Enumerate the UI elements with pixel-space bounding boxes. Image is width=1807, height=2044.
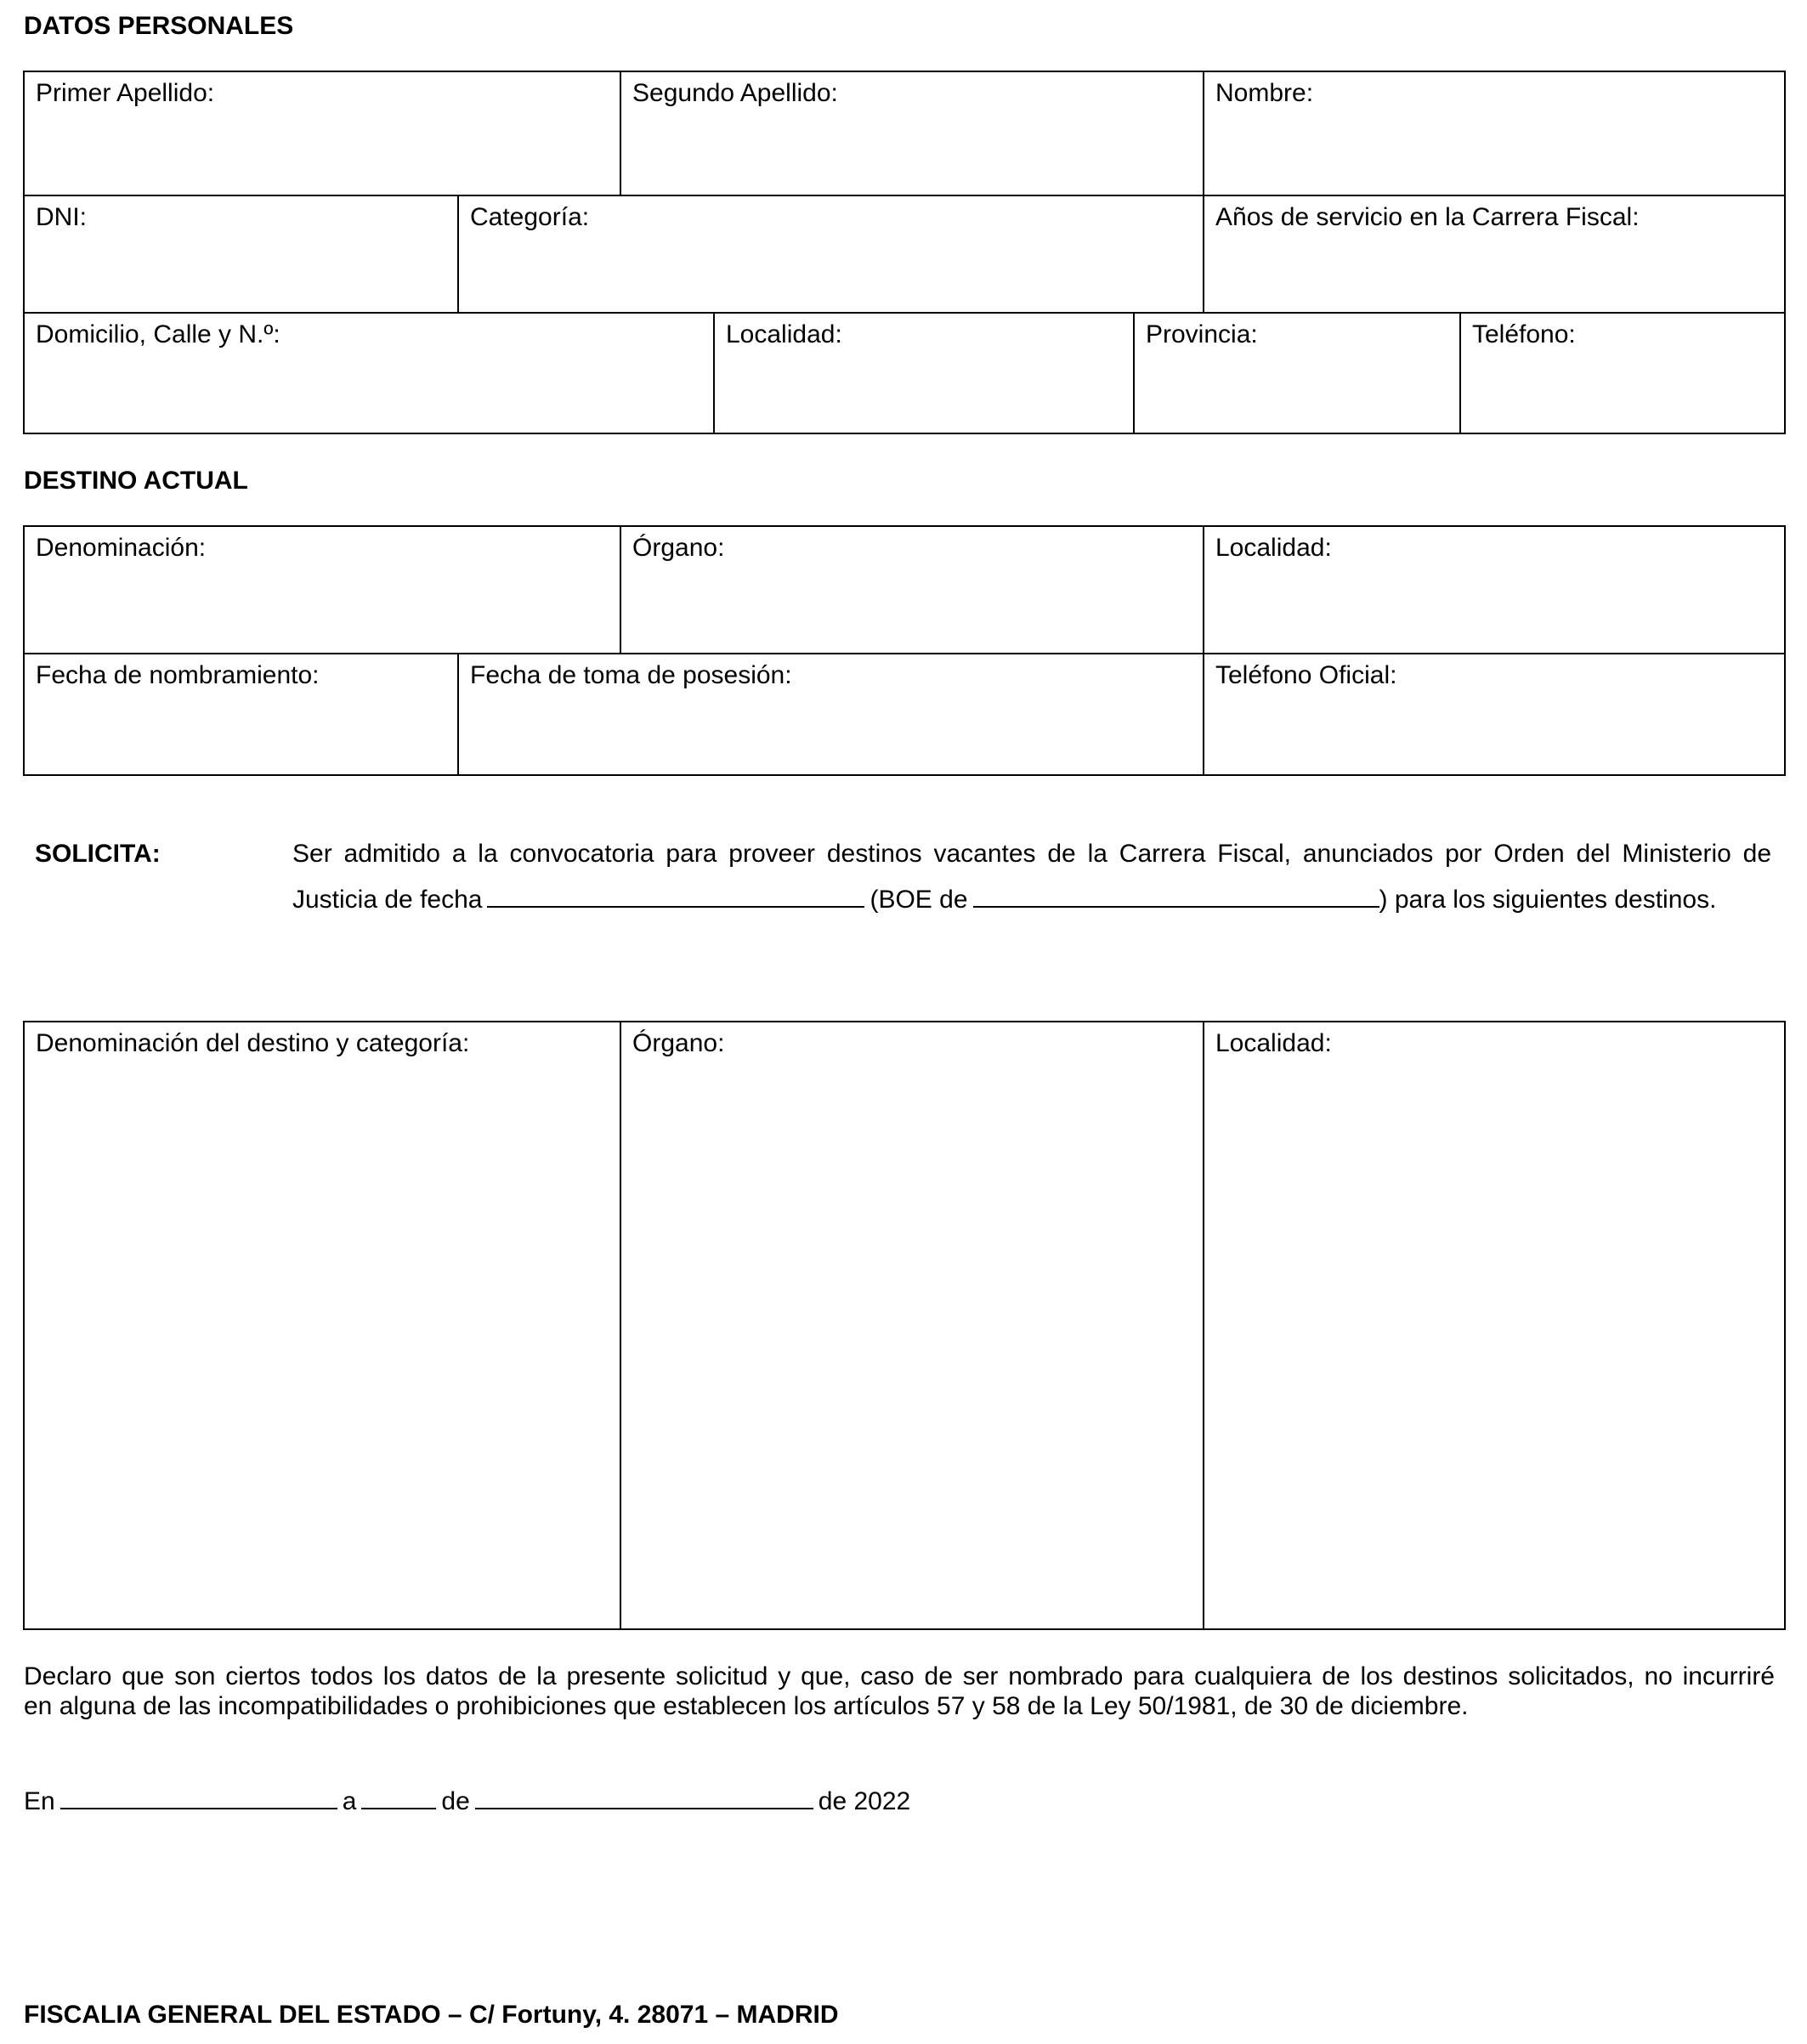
- field-label: Categoría:: [470, 203, 590, 231]
- field-label: Fecha de nombramiento:: [36, 661, 320, 689]
- column-denominacion-destino[interactable]: [25, 1022, 620, 1630]
- declaration-line-1: Declaro que son ciertos todos los datos de la presente solicitud y que, caso de ser nombrado para cualquiera de los destinos solicitados, no incurriré: [24, 1662, 1775, 1690]
- field-label: Fecha de toma de posesión:: [470, 661, 792, 689]
- solicita-label: SOLICITA:: [35, 840, 161, 868]
- field-primer-apellido[interactable]: [25, 72, 620, 195]
- date-year: de 2022: [818, 1787, 911, 1815]
- field-provincia[interactable]: [1133, 312, 1459, 434]
- blank-mes[interactable]: [475, 1786, 813, 1809]
- column-header: Denominación del destino y categoría:: [36, 1029, 470, 1057]
- blank-dia[interactable]: [361, 1786, 436, 1809]
- field-telefono-oficial[interactable]: [1203, 653, 1786, 776]
- solicita-text-boe: (BOE de: [870, 886, 968, 914]
- field-nombre[interactable]: [1203, 72, 1786, 195]
- field-label: Localidad:: [1215, 534, 1332, 562]
- field-label: Teléfono:: [1472, 320, 1576, 348]
- blank-lugar[interactable]: [60, 1786, 337, 1809]
- field-label: Primer Apellido:: [36, 79, 215, 107]
- date-place-line: [24, 1786, 910, 1816]
- field-label: Provincia:: [1146, 320, 1258, 348]
- column-header: Órgano:: [632, 1029, 725, 1057]
- field-denominacion[interactable]: [25, 527, 620, 653]
- field-fecha-nombramiento[interactable]: [25, 653, 457, 776]
- field-segundo-apellido[interactable]: [620, 72, 1203, 195]
- blank-fecha-orden[interactable]: [487, 884, 864, 908]
- current-post-grid: [23, 525, 1786, 776]
- field-label: Localidad:: [726, 320, 842, 348]
- field-fecha-posesion[interactable]: [457, 653, 1203, 776]
- personal-data-grid: [23, 71, 1786, 434]
- date-de: de: [441, 1787, 470, 1815]
- section-title-destino-actual: DESTINO ACTUAL: [24, 467, 248, 495]
- field-telefono[interactable]: [1459, 312, 1786, 434]
- declaration-line-2: en alguna de las incompatibilidades o prohibiciones que establecen los artículos 57 y 58 de la Ley 50/1981, de 30 de diciembre.: [24, 1692, 1469, 1720]
- date-en: En: [24, 1787, 55, 1815]
- field-label: Denominación:: [36, 534, 207, 562]
- field-label: Teléfono Oficial:: [1215, 661, 1397, 689]
- field-label: Nombre:: [1215, 79, 1314, 107]
- field-categoria[interactable]: [457, 195, 1203, 312]
- field-domicilio[interactable]: [25, 312, 713, 434]
- field-localidad[interactable]: [713, 312, 1133, 434]
- date-a: a: [342, 1787, 357, 1815]
- solicita-line-2: [292, 884, 1716, 914]
- column-localidad[interactable]: [1203, 1022, 1786, 1630]
- field-localidad-destino[interactable]: [1203, 527, 1786, 653]
- field-label: Segundo Apellido:: [632, 79, 838, 107]
- field-label: DNI:: [36, 203, 87, 231]
- field-label: Domicilio, Calle y N.º:: [36, 320, 280, 348]
- field-anos-servicio[interactable]: [1203, 195, 1786, 312]
- blank-fecha-boe[interactable]: [973, 884, 1379, 908]
- field-label: Años de servicio en la Carrera Fiscal:: [1215, 203, 1640, 231]
- solicita-text-fecha: Justicia de fecha: [292, 886, 483, 914]
- footer-address: FISCALIA GENERAL DEL ESTADO – C/ Fortuny, 4. 28071 – MADRID: [24, 2001, 839, 2029]
- solicita-line-1: Ser admitido a la convocatoria para proveer destinos vacantes de la Carrera Fiscal, anunciados por Orden del Ministerio de: [292, 840, 1771, 868]
- column-header: Localidad:: [1215, 1029, 1332, 1057]
- field-label: Órgano:: [632, 534, 725, 562]
- field-organo[interactable]: [620, 527, 1203, 653]
- requested-posts-table: [23, 1021, 1786, 1630]
- field-dni[interactable]: [25, 195, 457, 312]
- column-organo[interactable]: [620, 1022, 1203, 1630]
- section-title-datos-personales: DATOS PERSONALES: [24, 12, 294, 40]
- solicita-text-end: ) para los siguientes destinos.: [1379, 886, 1717, 914]
